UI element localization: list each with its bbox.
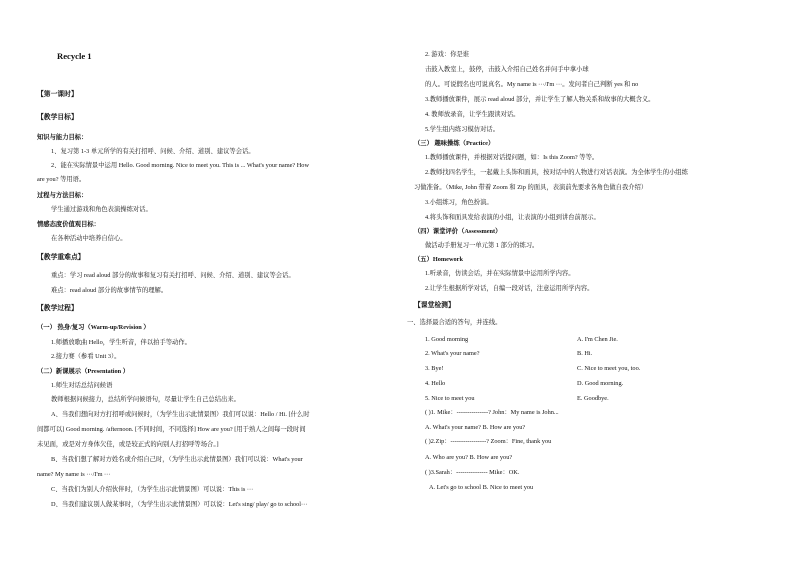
left-text-line: 1.师播放歌曲 Hello，学生听音，伴以拍手等动作。 <box>51 339 191 346</box>
right-text-line: 的人。可说假名也可说真名。My name is ···/I'm ···。发问者自己判断 yes 和 no <box>425 81 639 88</box>
left-text-line: 过程与方法目标： <box>37 192 88 199</box>
right-text-line: ( )3.Sarah：--------------- Mike：OK. <box>425 469 520 476</box>
right-text-line: 3. Bye! <box>425 365 444 372</box>
right-text-line: 1.教师播放课件，并根据对话提问题，如：Is this Zoom? 等等。 <box>425 154 599 161</box>
left-text-line: D、当我们建议别人做某事时，（为学生出示此情景图）可以说：Let's sing/ play/ go to school··· <box>51 501 308 508</box>
right-text-line: ( )1. Mike：---------------? John：My name is John... <box>425 409 559 416</box>
left-text-line: 2、能在实际情景中运用 Hello. Good morning. Nice to meet you. This is ... What's your name? How <box>51 162 309 169</box>
left-text-line: name? My name is ···/I'm ··· <box>37 471 111 478</box>
left-text-line: （一） 热身/复习（Warm-up/Revision ） <box>37 324 150 331</box>
right-text-line: 击鼓入教室上，鼓停，击鼓入介绍自己姓名并问手中拿小球 <box>425 66 589 73</box>
right-text-line: A. What's your name? B. How are you? <box>425 424 526 431</box>
left-text-line: 学生通过游戏和角色表演操练对话。 <box>51 206 152 213</box>
left-text-line: A、当我们想向对方打招呼或问候时，（为学生出示此情景图）我们可以说：Hello / Hi. [什么时 <box>51 411 310 418</box>
left-text-line: 1、复习第 1-3 单元所学的有关打招呼、问候、介绍、道别、建议等会话。 <box>51 148 255 155</box>
left-text-line: B、当我们想了解对方姓名或介绍自己时，（为学生出示此情景图）我们可以说：What's your <box>51 456 303 463</box>
right-text-line: B. Hi. <box>577 350 593 357</box>
left-text-line: C、当我们为别人介绍伙伴时，（为学生出示此情景图）可以说：This is ··· <box>51 486 254 493</box>
left-text-line: 未见面，或是对方身体欠佳，或是较正式的向别人打招呼等场合。] <box>37 441 219 448</box>
right-text-line: 2.教师找四名学生，一起戴上头饰和面具，按对话中的人物进行对话表演。为全体学生的小组练 <box>425 169 688 176</box>
left-text-line: 知识与能力目标： <box>37 134 88 141</box>
left-text-line: 1.师生对话总结问候语 <box>51 382 113 389</box>
right-text-line: 4.将头饰和面具发给表演的小组，让表演的小组到讲台前展示。 <box>425 214 600 221</box>
left-text-line: 【教学目标】 <box>37 114 78 121</box>
left-text-line: 2.接力赛（参看 Unit 3）。 <box>51 353 121 360</box>
right-text-line: 2. 游戏：你是谁 <box>425 51 470 58</box>
right-text-line: 3.教师播放课件，展示 read aloud 部分，并让学生了解人物关系和故事的大概含义。 <box>425 96 655 103</box>
left-text-line: 在各种活动中培养自信心。 <box>51 235 127 242</box>
right-text-line: 4. Hello <box>425 380 446 387</box>
right-text-line: ( )2.Zip：-----------------? Zoom：Fine, thank you <box>425 438 552 445</box>
left-text-line: 间都可以] Good morning. /afternoon. [不同时间，不同选择] How are you? [用于熟人之间每一段时间 <box>37 426 306 433</box>
left-text-line: 【教学重难点】 <box>37 254 85 261</box>
right-text-line: C. Nice to meet you, too. <box>577 365 641 372</box>
right-text-line: 一、选择最合适的答句，并连线。 <box>407 319 502 326</box>
right-text-line: 4. 教师放录音，让学生跟读对话。 <box>425 111 520 118</box>
left-text-line: 教师根据问候接力，总结所学问候语句，尽量让学生自己总结出来。 <box>51 396 240 403</box>
right-text-line: 【课堂检测】 <box>414 302 455 309</box>
left-text-line: Recycle 1 <box>57 51 92 61</box>
right-text-line: D. Good morning. <box>577 380 624 387</box>
right-text-line: E. Goodbye. <box>577 395 609 402</box>
right-text-line: （五）Homework <box>414 256 463 263</box>
right-text-line: 3.小组练习，角色扮演。 <box>425 199 493 206</box>
left-text-line: 重点：学习 read aloud 部分的故事和复习有关打招呼、问候、介绍、道别、建议等会话。 <box>51 272 295 279</box>
right-text-line: 2. What's your name? <box>425 350 480 357</box>
right-text-line: 1.听录音，仿读会话，并在实际情景中运用所学内容。 <box>425 270 575 277</box>
right-text-line: 1. Good morning <box>425 336 469 343</box>
right-text-line: A. I'm Chen Jie. <box>577 336 618 343</box>
left-text-line: are you? 等用语。 <box>37 176 86 183</box>
right-text-line: 5.学生组内练习模仿对话。 <box>425 126 499 133</box>
left-text-line: （二）新课展示（Presentation ） <box>37 368 130 375</box>
right-text-line: A. Let's go to school B. Nice to meet you <box>429 484 534 491</box>
left-text-line: 情感态度价值观目标： <box>37 221 100 228</box>
right-text-line: （三） 趣味操练（Practice） <box>414 140 495 147</box>
left-text-line: 难点：read aloud 部分的故事情节的理解。 <box>51 287 168 294</box>
left-text-line: 【教学过程】 <box>37 305 78 312</box>
right-text-line: A. Who are you? B. How are you? <box>425 454 513 461</box>
left-text-line: 【第一课时】 <box>37 91 78 98</box>
right-text-line: （四）课堂评价（Assessment） <box>414 228 502 235</box>
right-text-line: 做活动手册复习一单元第 1 部分的练习。 <box>425 242 539 249</box>
right-text-line: 2.让学生根据所学对话，自编一段对话，注意运用所学内容。 <box>425 285 594 292</box>
right-text-line: 习做准备。（Mike, John 带着 Zoom 和 Zip 的面具，表演前先要求各角色做自我介绍） <box>414 184 648 191</box>
right-text-line: 5. Nice to meet you <box>425 395 475 402</box>
